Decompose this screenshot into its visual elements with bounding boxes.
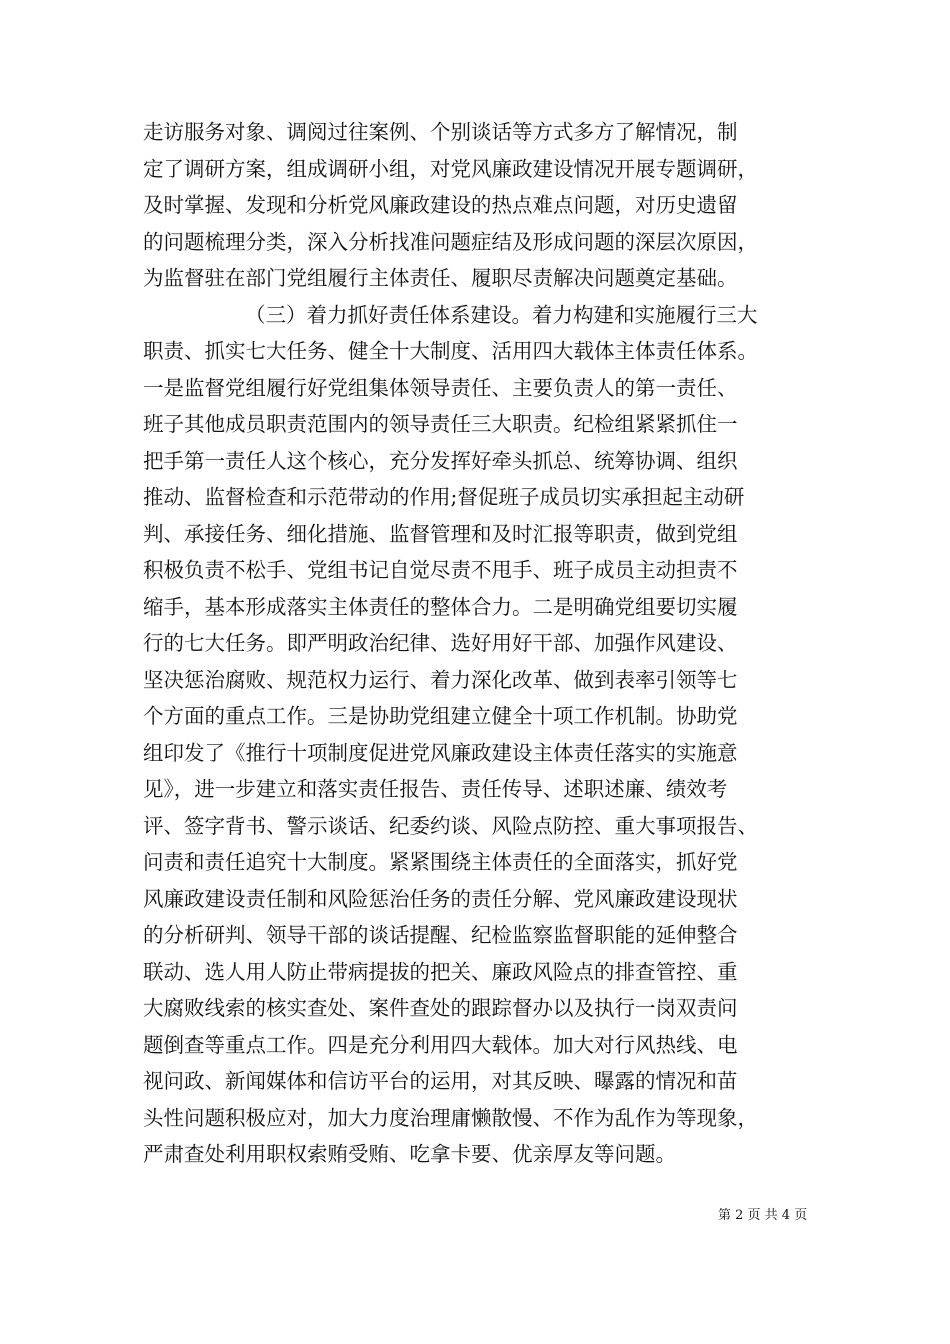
page-number-footer: 第 2 页 共 4 页 [718,1208,808,1223]
text-line: 判、承接任务、细化措施、监督管理和及时汇报等职责，做到党组 [143,521,738,546]
text-line: 组印发了《推行十项制度促进党风廉政建设主体责任落实的实施意 [143,740,738,765]
text-line: 班子其他成员职责范围内的领导责任三大职责。纪检组紧紧抓住一 [143,412,738,436]
text-line: 评、签字背书、警示谈话、纪委约谈、风险点防控、重大事项报告、 [143,813,758,838]
text-line: 为监督驻在部门党组履行主体责任、履职尽责解决问题奠定基础。 [143,266,738,290]
text-line: 问责和责任追究十大制度。紧紧围绕主体责任的全面落实，抓好党 [143,850,738,874]
text-line: 坚决惩治腐败、规范权力运行、着力深化改革、做到表率引领等七 [143,667,738,692]
text-line: 职责、抓实七大任务、健全十大制度、活用四大载体主体责任体系。 [143,339,758,363]
text-line: 及时掌握、发现和分析党风廉政建设的热点难点问题，对历史遗留 [143,193,738,217]
text-line: 定了调研方案，组成调研小组，对党风廉政建设情况开展专题调研， [143,156,758,181]
text-line: 积极负责不松手、党组书记自觉尽责不甩手、班子成员主动担责不 [143,558,738,582]
text-line: 严肃查处利用职权索贿受贿、吃拿卡要、优亲厚友等问题。 [143,1142,676,1166]
text-line: 缩手，基本形成落实主体责任的整体合力。二是明确党组要切实履 [143,594,738,619]
text-line: 题倒查等重点工作。四是充分利用四大载体。加大对行风热线、电 [143,1032,738,1057]
section-heading-line: （三）着力抓好责任体系建设。着力构建和实施履行三大 [245,302,758,327]
text-line: 把手第一责任人这个核心，充分发挥好牵头抓总、统筹协调、组织 [143,448,738,473]
text-line: 联动、选人用人防止带病提拔的把关、廉政风险点的排查管控、重 [143,959,738,984]
text-line: 大腐败线索的核实查处、案件查处的跟踪督办以及执行一岗双责问 [143,996,738,1020]
text-line: 的问题梳理分类，深入分析找准问题症结及形成问题的深层次原因， [143,229,758,254]
text-line: 推动、监督检查和示范带动的作用;督促班子成员切实承担起主动研 [143,485,745,509]
text-line: 的分析研判、领导干部的谈话提醒、纪检监察监督职能的延伸整合 [143,923,738,947]
text-line: 见》，进一步建立和落实责任报告、责任传导、述职述廉、绩效考 [143,777,728,801]
text-line: 头性问题积极应对，加大力度治理庸懒散慢、不作为乱作为等现象， [143,1105,758,1130]
document-body [143,114,823,1173]
text-line: 走访服务对象、调阅过往案例、个别谈话等方式多方了解情况，制 [143,120,738,144]
text-line: 视问政、新闻媒体和信访平台的运用，对其反映、曝露的情况和苗 [143,1069,738,1093]
text-line: 一是监督党组履行好党组集体领导责任、主要负责人的第一责任、 [143,375,738,400]
text-line: 风廉政建设责任制和风险惩治任务的责任分解、党风廉政建设现状 [143,886,738,911]
text-line: 行的七大任务。即严明政治纪律、选好用好干部、加强作风建设、 [143,631,738,655]
text-line: 个方面的重点工作。三是协助党组建立健全十项工作机制。协助党 [143,704,738,728]
